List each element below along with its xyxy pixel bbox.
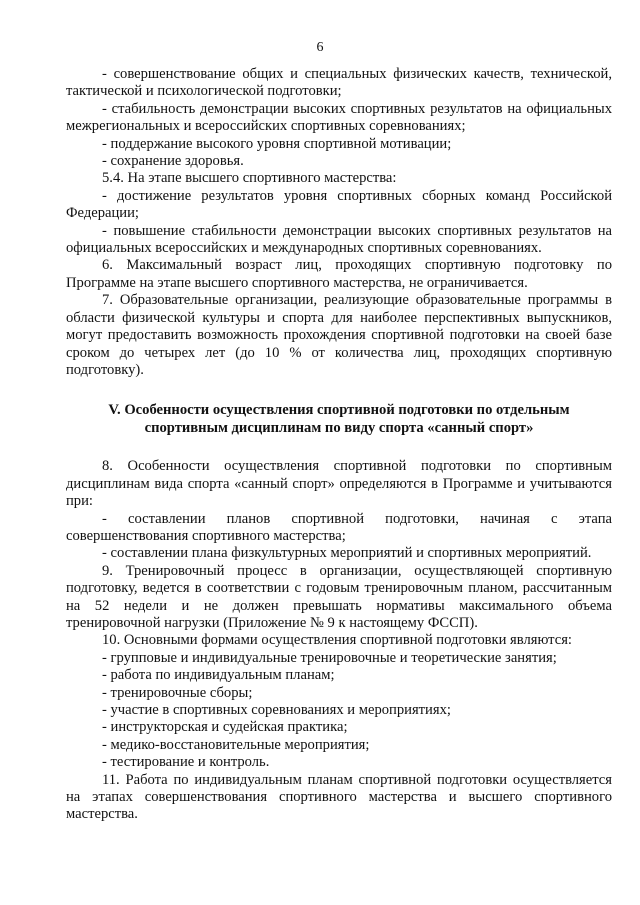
section-heading: V. Особенности осуществления спортивной подготовки по отдельным спортивным дисциплинам по виду спорта «санный спорт» [108,402,570,437]
paragraph: 11. Работа по индивидуальным планам спортивной подготовки осуществляется на этапах совершенствования спортивного мастерства и высшего спортивного мастерства. [66,771,612,823]
paragraph: 9. Тренировочный процесс в организации, осуществляющей спортивную подготовку, ведется в соответствии с годовым тренировочным планом, рассчитанным на 52 недели и не должен превышать нормативы максимального объема тренировочной нагрузки (Приложение № 9 к настоящему ФССП). [66,562,612,631]
paragraph: - стабильность демонстрации высоких спортивных результатов на официальных межрегиональных и всероссийских спортивных соревнованиях; [66,100,612,135]
list-item: - участие в спортивных соревнованиях и мероприятиях; [102,702,451,718]
list-item: - тестирование и контроль. [102,754,270,771]
page-number: 6 [316,40,324,55]
paragraph: 6. Максимальный возраст лиц, проходящих спортивную подготовку по Программе на этапе высшего спортивного мастерства, не ограничивается. [66,257,612,291]
paragraph: - составлении планов спортивной подготовки, начиная с этапа совершенствования спортивного мастерства; [66,510,612,544]
paragraph: - поддержание высокого уровня спортивной мотивации; [102,135,452,152]
paragraph: - совершенствование общих и специальных физических качеств, технической, тактической и психологической подготовки; [66,66,612,100]
paragraph: - сохранение здоровья. [102,153,244,170]
paragraph: - составлении плана физкультурных мероприятий и спортивных мероприятий. [102,545,592,562]
list-item: - групповые и индивидуальные тренировочные и теоретические занятия; [102,649,557,666]
list-item: - работа по индивидуальным планам; [102,667,335,684]
paragraph: 5.4. На этапе высшего спортивного мастерства: [102,170,397,187]
paragraph: 10. Основными формами осуществления спортивной подготовки являются: [102,632,572,649]
paragraph: 8. Особенности осуществления спортивной подготовки по спортивным дисциплинам вида спорта «санный спорт» определяются в Программе и учитываются при: [66,458,612,510]
list-item: - инструкторская и судейская практика; [102,719,348,736]
list-item: - медико-восстановительные мероприятия; [102,736,370,753]
paragraph: - повышение стабильности демонстрации высоких спортивных результатов на официальных всероссийских и международных спортивных соревнованиях. [66,222,612,257]
paragraph: - достижение результатов уровня спортивных сборных команд Российской Федерации; [66,187,612,222]
paragraph: 7. Образовательные организации, реализующие образовательные программы в области физической культуры и спорта для наиболее перспективных выпускников, могут предоставить возможность прохождения спортивной подготовки на своей базе сроком до четырех лет (до 10 % от количества лиц, проходящих спортивную подготовку). [66,292,612,378]
list-item: - тренировочные сборы; [102,684,253,701]
document-body [66,66,612,824]
